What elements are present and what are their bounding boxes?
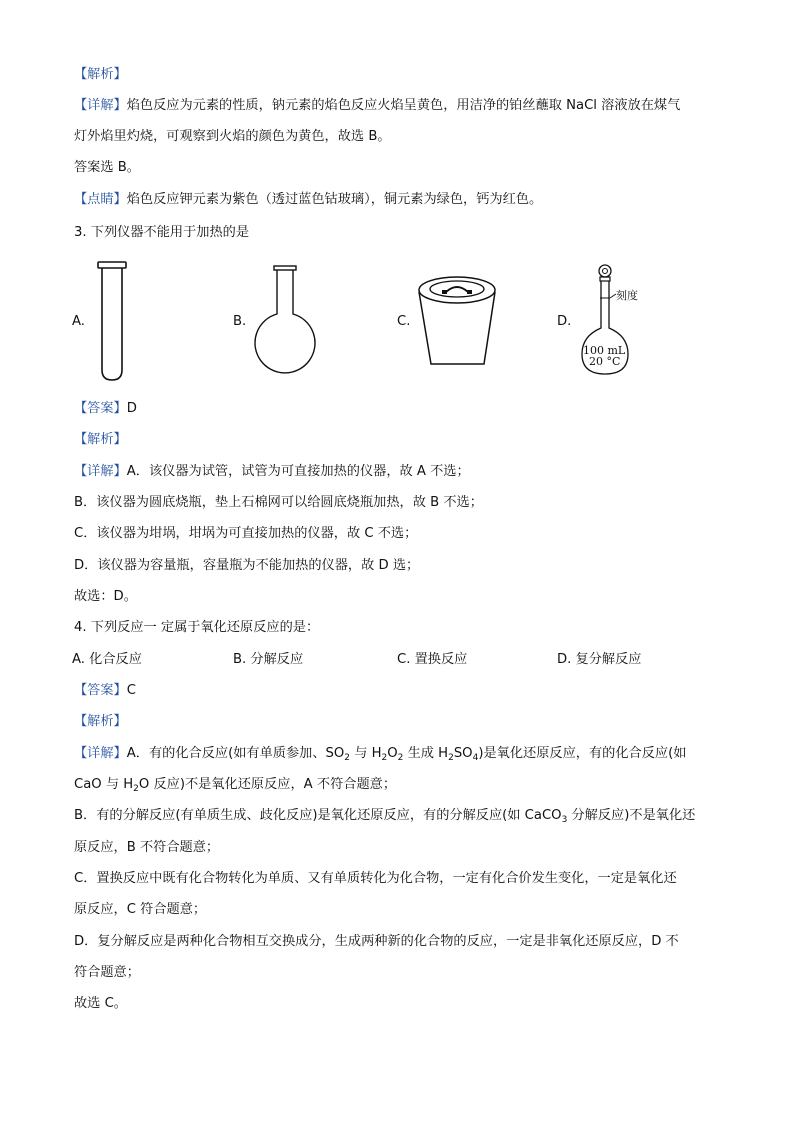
option-d-label: D. bbox=[557, 314, 572, 329]
q4-detail-a-line-1: 【详解】A．有的化合反应(如有单质参加、$SO_2$ 与 $H_2O_2$ 生成 $H_2SO_4$)是氧化还原反应，有的化合反应(如 bbox=[74, 746, 687, 763]
q4-analysis-heading: 【解析】 bbox=[74, 714, 127, 729]
q4-option-d: D. 复分解反应 bbox=[557, 652, 642, 667]
q4-answer: 【答案】C bbox=[74, 683, 136, 698]
q3-detail-b: B．该仪器为圆底烧瓶，垫上石棉网可以给圆底烧瓶加热，故 B 不选； bbox=[74, 495, 483, 510]
detail-line-1: 【详解】焰色反应为元素的性质，钠元素的焰色反应火焰呈黄色，用洁净的铂丝蘸取 NaCl 溶液放在煤气 bbox=[74, 98, 681, 113]
q3-detail-c: C．该仪器为坩埚，坩埚为可直接加热的仪器，故 C 不选； bbox=[74, 526, 418, 541]
analysis-heading: 【解析】 bbox=[74, 67, 127, 82]
q3-analysis-heading: 【解析】 bbox=[74, 432, 127, 447]
q3-answer: 【答案】D bbox=[74, 401, 137, 416]
q4-detail-b-line-2: 原反应，B 不符合题意； bbox=[74, 840, 220, 855]
q4-option-a: A. 化合反应 bbox=[72, 652, 142, 667]
detail-line-2: 灯外焰里灼烧，可观察到火焰的颜色为黄色，故选 B。 bbox=[74, 129, 391, 144]
q4-detail-c-line-2: 原反应，C 符合题意； bbox=[74, 902, 207, 917]
q4-option-b: B. 分解反应 bbox=[233, 652, 304, 667]
tip-line: 【点睛】焰色反应钾元素为紫色（透过蓝色钴玻璃），铜元素为绿色，钙为红色。 bbox=[74, 192, 543, 207]
q3-detail-a: 【详解】A．该仪器为试管，试管为可直接加热的仪器，故 A 不选； bbox=[74, 464, 470, 479]
option-c-label: C. bbox=[397, 314, 411, 329]
flask-volume-label: 100 mL bbox=[583, 344, 626, 357]
q3-detail-d: D．该仪器为容量瓶，容量瓶为不能加热的仪器，故 D 选； bbox=[74, 558, 420, 573]
answer-line: 答案选 B。 bbox=[74, 160, 140, 175]
q4-detail-d-line-2: 符合题意； bbox=[74, 965, 140, 980]
q4-detail-d-line-1: D．复分解反应是两种化合物相互交换成分，生成两种新的化合物的反应，一定是非氧化还原反应，D 不 bbox=[74, 934, 679, 949]
q4-option-c: C. 置换反应 bbox=[397, 652, 468, 667]
question-4-stem: 4. 下列反应一 定属于氧化还原反应的是： bbox=[74, 620, 320, 635]
q4-detail-b-line-1: B．有的分解反应(有单质生成、歧化反应)是氧化还原反应，有的分解反应(如 CaCO$_3$ 分解反应)不是氧化还 bbox=[74, 808, 696, 825]
q4-final: 故选 C。 bbox=[74, 996, 127, 1011]
q3-final: 故选：D。 bbox=[74, 589, 137, 604]
option-a-label: A. bbox=[72, 314, 85, 329]
test-tube-figure bbox=[94, 258, 130, 384]
flask-temp-label: 20 °C bbox=[589, 355, 621, 368]
crucible-figure bbox=[412, 266, 506, 370]
q4-detail-c-line-1: C．置换反应中既有化合物转化为单质、又有单质转化为化合物，一定有化合价发生变化，一定是氧化还 bbox=[74, 871, 677, 886]
option-b-label: B. bbox=[233, 314, 247, 329]
volumetric-flask-figure bbox=[576, 262, 676, 380]
round-bottom-flask-figure bbox=[252, 264, 322, 376]
question-3-stem: 3. 下列仪器不能用于加热的是 bbox=[74, 225, 250, 240]
flask-mark-label: 刻度 bbox=[616, 289, 638, 302]
q4-detail-a-line-2: CaO 与 $H_2O$ 反应)不是氧化还原反应，A 不符合题意； bbox=[74, 777, 397, 794]
